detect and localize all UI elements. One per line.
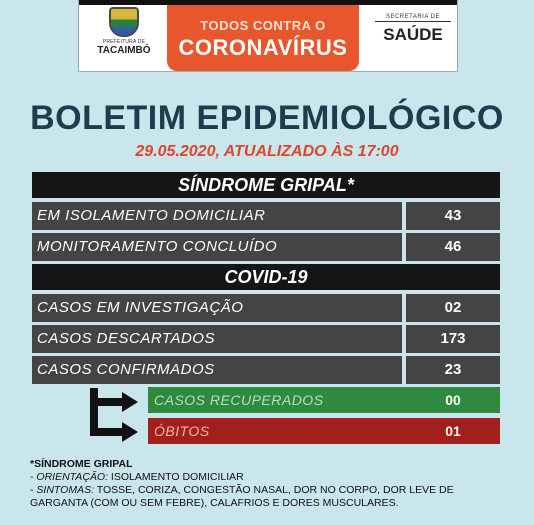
row-value: 173	[406, 325, 500, 353]
table-row	[32, 202, 500, 230]
orientation-label: ORIENTAÇÃO:	[36, 471, 108, 483]
campaign-line1: TODOS CONTRA O	[200, 18, 326, 33]
city-name: TACAIMBÓ	[97, 45, 151, 56]
saude-logo	[375, 14, 451, 45]
table-row	[32, 294, 500, 322]
table-row	[32, 325, 500, 353]
obitos-row	[148, 418, 500, 444]
campaign-badge	[167, 5, 359, 71]
sindrome-heading: SÍNDROME GRIPAL*	[32, 172, 500, 198]
footnote-title: *SÍNDROME GRIPAL	[30, 458, 133, 470]
table-row	[32, 233, 500, 261]
row-label: CASOS CONFIRMADOS	[32, 356, 402, 384]
row-label: CASOS RECUPERADOS	[154, 392, 324, 408]
row-label: EM ISOLAMENTO DOMICILIAR	[32, 202, 402, 230]
footnote-orientation: - ORIENTAÇÃO: ISOLAMENTO DOMICILIAR	[30, 471, 244, 483]
campaign-line2: CORONAVÍRUS	[178, 35, 348, 60]
recuperados-row	[148, 387, 500, 413]
row-value: 02	[406, 294, 500, 322]
header-banner	[78, 0, 458, 72]
symptoms-label: SINTOMAS:	[36, 484, 94, 496]
prefeitura-label: PREFEITURA DE	[102, 39, 146, 45]
row-value: 43	[406, 202, 500, 230]
row-label: ÓBITOS	[154, 423, 210, 439]
secretaria-label: SECRETARIA DE	[375, 14, 451, 22]
row-value: 23	[406, 356, 500, 384]
footnote-symptoms: - SINTOMAS: TOSSE, CORIZA, CONGESTÃO NASAL, DOR NO CORPO, DOR LEVE DE GARGANTA (COM OU SEM FEBRE), CALAFRIOS E DORES MUSCULARES.	[30, 484, 454, 509]
saude-label: SAÚDE	[383, 25, 443, 44]
row-value: 00	[406, 387, 500, 413]
row-label: MONITORAMENTO CONCLUÍDO	[32, 233, 402, 261]
row-label: CASOS EM INVESTIGAÇÃO	[32, 294, 402, 322]
prefeitura-logo	[93, 7, 155, 65]
update-date: 29.05.2020, ATUALIZADO ÀS 17:00	[135, 143, 399, 160]
row-label: CASOS DESCARTADOS	[32, 325, 402, 353]
branch-arrow-icon	[86, 384, 142, 444]
orientation-text: ISOLAMENTO DOMICILIAR	[110, 471, 244, 483]
page-title: BOLETIM EPIDEMIOLÓGICO	[30, 99, 504, 137]
covid-heading: COVID-19	[32, 264, 500, 290]
row-value: 46	[406, 233, 500, 261]
city-crest-icon	[109, 7, 139, 37]
footnote	[30, 458, 510, 510]
table-row	[32, 356, 500, 384]
symptoms-text: TOSSE, CORIZA, CONGESTÃO NASAL, DOR NO CORPO, DOR LEVE DE GARGANTA (COM OU SEM FEBRE), CALAFRIOS E DORES MUSCULARES.	[30, 484, 454, 509]
row-value: 01	[406, 418, 500, 444]
